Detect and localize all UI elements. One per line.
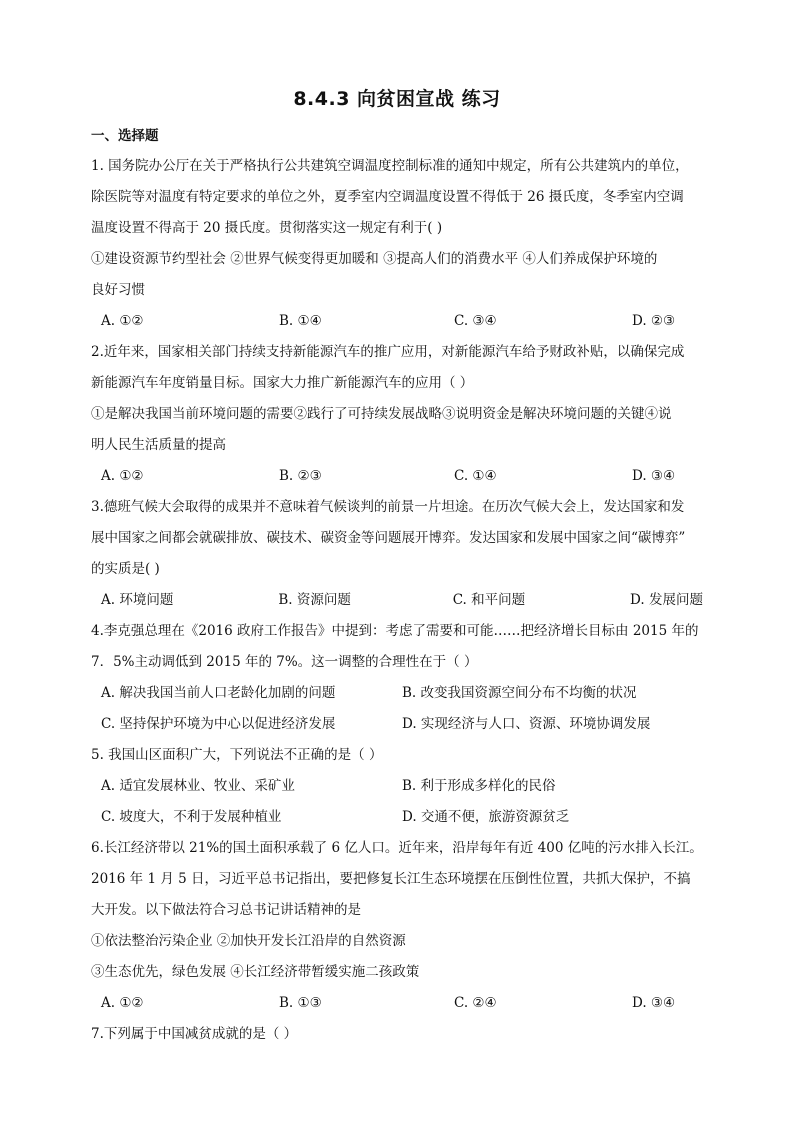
question-text: 7.下列属于中国减贫成就的是（ ） (91, 1026, 298, 1042)
option-a: A. 环境问题 (101, 592, 174, 608)
question-text: 1. 国务院办公厅在关于严格执行公共建筑空调温度控制标准的通知中规定，所有公共建筑内的单位， (91, 158, 689, 174)
question-text: 的实质是( ) (91, 561, 160, 577)
answer-options (91, 306, 703, 337)
option-d: D. 发展问题 (630, 592, 703, 608)
option-a: A. 解决我国当前人口老龄化加剧的问题 (101, 685, 336, 701)
answer-options (91, 988, 703, 1019)
option-a: A. ①② (101, 468, 144, 484)
option-a: A. ①② (101, 313, 144, 329)
option-c: C. 坚持保护环境为中心以促进经济发展 (101, 716, 336, 732)
question-text: 6.长江经济带以 21%的国土面积承载了 6 亿人口。近年来，沿岸每年有近 400 亿吨的污水排入长江。 (91, 840, 703, 856)
option-a: A. ①② (101, 995, 144, 1011)
option-d: D. 交通不便，旅游资源贫乏 (402, 809, 570, 825)
option-d: D. 实现经济与人口、资源、环境协调发展 (402, 716, 651, 732)
section-heading: 一、选择题 (91, 128, 159, 144)
question-text: 3.德班气候大会取得的成果并不意味着气候谈判的前景一片坦途。在历次气候大会上，发达国家和发 (91, 499, 685, 515)
option-a: A. 适宜发展林业、牧业、采矿业 (101, 778, 295, 794)
question-text: 4.李克强总理在《2016 政府工作报告》中提到：考虑了需要和可能……把经济增长目标由 2015 年的 (91, 623, 699, 639)
answer-options (91, 771, 703, 802)
question-text: 大开发。以下做法符合习总书记讲话精神的是 (91, 902, 361, 918)
question-text: ①建设资源节约型社会 ②世界气候变得更加暖和 ③提高人们的消费水平 ④人们养成保护环境的 (91, 251, 658, 267)
question-text: 7．5%主动调低到 2015 年的 7%。这一调整的合理性在于（ ） (91, 654, 478, 670)
question-text: 温度设置不得高于 20 摄氏度。贯彻落实这一规定有利于( ) (91, 220, 443, 236)
question-4 (91, 616, 703, 740)
question-3 (91, 492, 703, 616)
option-b: B. ①③ (279, 995, 322, 1011)
option-c: C. 和平问题 (452, 592, 526, 608)
option-d: D. ③④ (632, 995, 676, 1011)
question-6 (91, 833, 703, 1019)
answer-options (91, 585, 703, 616)
question-7 (91, 1019, 703, 1050)
option-b: B. ①④ (279, 313, 322, 329)
question-text: 明人民生活质量的提高 (91, 437, 226, 453)
option-c: C. ②④ (454, 995, 497, 1011)
answer-options (91, 678, 703, 709)
question-text: 新能源汽车年度销量目标。国家大力推广新能源汽车的应用（ ） (91, 375, 474, 391)
option-b: B. 利于形成多样化的民俗 (402, 778, 556, 794)
answer-options (91, 461, 703, 492)
question-text: ①依法整治污染企业 ②加快开发长江沿岸的自然资源 (91, 933, 406, 949)
option-d: D. ②③ (632, 313, 676, 329)
question-2 (91, 337, 703, 492)
page-title: 8.4.3 向贫困宣战 练习 (293, 88, 501, 110)
option-d: D. ③④ (632, 468, 676, 484)
question-text: 5. 我国山区面积广大，下列说法不正确的是（ ） (91, 747, 383, 763)
option-b: B. 资源问题 (278, 592, 351, 608)
question-text: 展中国家之间都会就碳排放、碳技术、碳资金等问题展开博弈。发达国家和发展中国家之间“碳博弈” (91, 530, 686, 546)
option-c: C. ①④ (454, 468, 497, 484)
question-text: ①是解决我国当前环境问题的需要②践行了可持续发展战略③说明资金是解决环境问题的关键④说 (91, 406, 672, 422)
answer-options (91, 709, 703, 740)
question-text: 2.近年来，国家相关部门持续支持新能源汽车的推广应用，对新能源汽车给予财政补贴，以确保完成 (91, 344, 685, 360)
question-text: 良好习惯 (91, 282, 145, 298)
question-1 (91, 151, 703, 337)
option-c: C. ③④ (454, 313, 497, 329)
question-text: 2016 年 1 月 5 日，习近平总书记指出，要把修复长江生态环境摆在压倒性位置，共抓大保护，不搞 (91, 871, 691, 887)
question-text: 除医院等对温度有特定要求的单位之外，夏季室内空调温度设置不得低于 26 摄氏度，冬季室内空调 (91, 189, 684, 205)
option-c: C. 坡度大，不利于发展种植业 (101, 809, 282, 825)
question-list (91, 151, 703, 1050)
question-5 (91, 740, 703, 833)
question-text: ③生态优先，绿色发展 ④长江经济带暂缓实施二孩政策 (91, 964, 420, 980)
answer-options (91, 802, 703, 833)
option-b: B. 改变我国资源空间分布不均衡的状况 (402, 685, 637, 701)
option-b: B. ②③ (279, 468, 322, 484)
